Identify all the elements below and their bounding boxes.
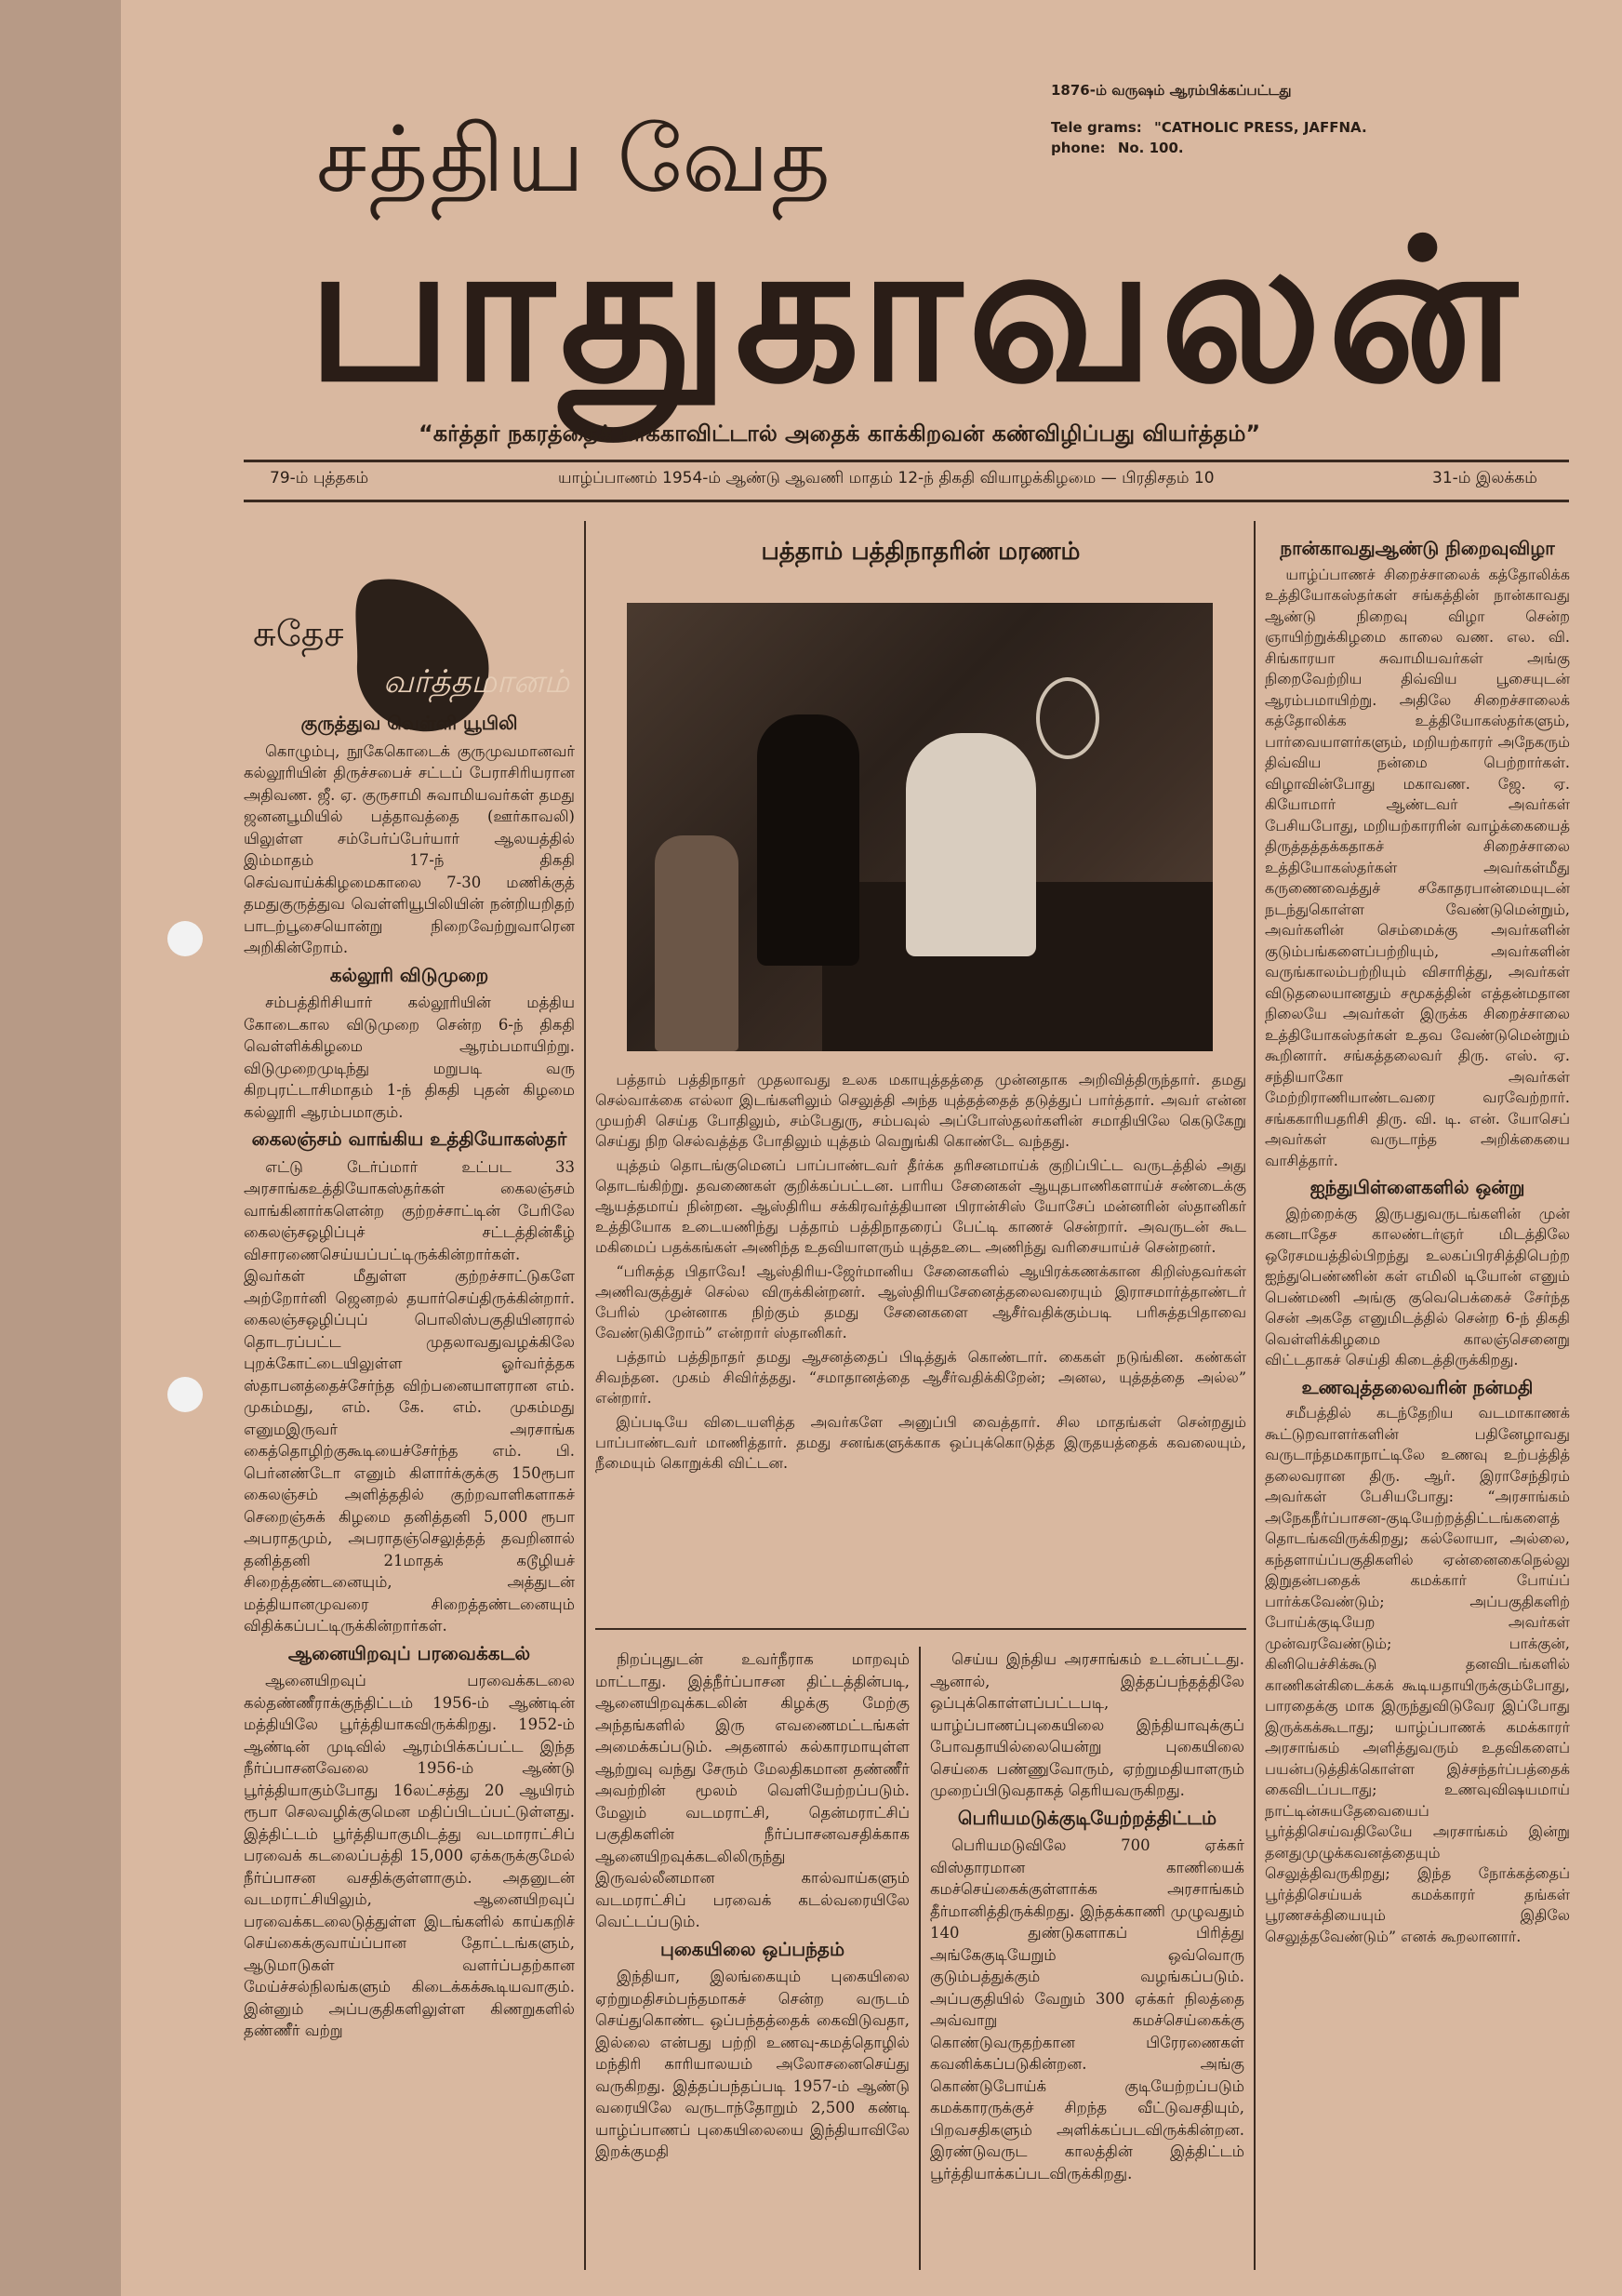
article-body: செய்ய இந்திய அரசாங்கம் உடன்பட்டது. ஆனால், இத்தப்பந்தத்திலே ஒப்புக்கொள்ளப்பட்டபடி, யாழ்ப்பாணப்புகையிலை இந்தியாவுக்குப் போவதாயில்லையென்று புகையிலை செய்கை பண்ணுவோரும், ஏற்றுமதியாளரும் முறைப்பிடுவதாகத் தெரியவருகிறது. (930, 1650, 1244, 1799)
logo-line1: சுதேச (253, 613, 344, 654)
phone-label: phone: (1051, 140, 1106, 156)
phone-line (1051, 140, 1184, 156)
article-body: ஆனையிறவுப் பரவைக்கடலை கல்தண்ணீராக்குந்திட்டம் 1956-ம் ஆண்டின் மத்தியிலே பூர்த்தியாகவிருக்கிறது. 1952-ம் ஆண்டின் முடிவில் ஆரம்பிக்கப்பட்ட இந்த நீர்ப்பாசனவேலை 1956-ம் ஆண்டு பூர்த்தியாகும்போது 16லட்சத்து 20 ஆயிரம் ரூபா செலவழிக்குமென மதிப்பிடப்பட்டுள்ளது. இத்திட்டம் பூர்த்தியாகுமிடத்து வடமாராட்சிப் பரவைக் கடலைப்பத்தி 15,000 ஏக்கருக்குமேல் நீர்ப்பாசன வசதிக்குள்ளாகும். அதனுடன் வடமராட்சியிலும், ஆனையிறவுப் பரவைக்கடலைடுத்துள்ள இடங்களில் காய்கறிச் செய்கைக்குவாய்ப்பான தோட்டங்களும், ஆடுமாடுகள் வளர்ப்பதற்கான மேய்ச்சல்நிலங்களும் கிடைக்கக்கூடியவாகும். இன்னும் அப்பகுதிகளிலுள்ள கிணறுகளில் தண்ணீர் வற்று (244, 1672, 575, 2039)
article-body: சம்பத்திரிசியார் கல்லூரியின் மத்திய கோடைகால விடுமுறை சென்ற 6-ந் திகதி வெள்ளிக்கிழமை ஆரம்பமாயிற்று. விடுமுறைமுடிந்து மறுபடி வரு கிறபுரட்டாசிமாதம் 1-ந் திகதி புதன் கிழமை கல்லூரி ஆரம்பமாகும். (244, 994, 575, 1121)
article-body: கொழும்பு, நூகேகொடைக் குருமுவமானவர் கல்லூரியின் திருச்சபைச் சட்டப் பேராசிரியரான அதிவண. ஜீ. ஏ. குருசாமி சுவாமியவர்கள் தமது ஜனனபூமியில் பத்தாவத்தை (ஊர்காவலி) யிலுள்ள சம்பேர்ப்பேர்யார் ஆலயத்தில் இம்மாதம் 17-ந் திகதி செவ்வாய்க்கிழமைகாலை 7-30 மணிக்குத் தமதுகுருத்துவ வெள்ளியூபிலியின் நன்றியறிதற் பாடற்பூசையொன்று நிறைவேற்றுவாரென அறிகின்றோம். (244, 741, 575, 956)
lead-article (595, 1070, 1246, 1477)
logo-line2: வர்த்தமானம் (383, 663, 570, 701)
lead-paragraph: பத்தாம் பத்திநாதர் முதலாவது உலக மகாயுத்தத்தை முன்னதாக அறிவித்திருந்தார். தமது செல்வாக்கை எல்லா இடங்களிலும் செலுத்தி அந்த யுத்தத்தைத் தடுத்துப் பார்த்தார். அவர் என்ன முயற்சி செய்த போதிலும், சம்பேதுரு, சம்பவுல் அப்போஸ்தலர்களின் சமாதியிலே கெடுகேறு செய்து நிற செல்வத்த்த போதிலும் யுத்தம் வெறுங்கி கொண்டே வந்தது. (595, 1071, 1246, 1150)
volume-number: 79-ம் புத்தகம் (270, 469, 369, 487)
left-column (244, 707, 575, 2046)
article-heading: நான்காவதுஆண்டு நிறைவுவிழா (1280, 537, 1555, 559)
masthead-line1: சத்திய வேத (316, 107, 832, 213)
lead-photo (627, 603, 1213, 1051)
article-heading: ஐந்துபிள்ளைகளில் ஒன்று (1310, 1176, 1525, 1198)
bottom-mid-right-column (930, 1649, 1244, 2188)
masthead-motto: “கர்த்தர் நகரத்தைக் காக்காவிட்டால் அதைக் காக்கிறவன் கண்விழிப்பது வியர்த்தம்” (419, 420, 1261, 447)
lead-paragraph: யுத்தம் தொடங்குமெனப் பாப்பாண்டவர் தீர்க்க தரிசனமாய்க் குறிப்பிட்ட வருடத்தில் அது தொடங்கிற்று. தவணைகள் குறிக்கப்பட்டன. பாரிய சேனைகள் ஆயுதபாணிகளாய்ச் சண்டைக்கு ஆயத்தமாய் நின்றன. ஆஸ்திரிய சக்கிரவர்த்தியான பிரான்சிஸ் யோசேப் மன்னரின் ஸ்தானிகர் உத்தியோக உடையணிந்து பத்தாம் பத்திநாதரைப் பேட்டி காணச் சென்றார். அவருடன் கூட மகிமைப் பதக்கங்கள் அணிந்த உதவியாளரும் யுத்தஉடை அணிந்து வரிசையாய்ச் சென்றனர். (595, 1156, 1246, 1256)
masthead-title: பாதுகாவலன் (307, 197, 1523, 425)
article-heading: புகையிலை ஒப்பந்தம் (659, 1937, 845, 1960)
article-body: சமீபத்தில் கடந்தேறிய வடமாகாணக் கூட்டுறவாளர்களின் பதினேழாவது வருடாந்தமகாநாட்டிலே உணவு உற்பத்தித் தலைவரான திரு. ஆர். இராசேந்திரம் அவர்கள் பேசியபோது: “அரசாங்கம் அநேகநீர்ப்பாசன-குடியேற்றத்திட்டங்களைத் தொடங்கவிருக்கிறது; கல்லோயா, அல்லை, கந்தளாய்ப்பகுதிகளில் ஏன்னைகைநெல்லு இறுதன்பதைக் கமக்கார் போய்ப் பார்க்கவேண்டும்; அப்பகுதிகளிற் போய்க்குடியேற அவர்கள் முன்வரவேண்டும்; பாக்குன், கினியெச்சிக்கூடு தனவிடங்களில் காணிகள்கிடைக்கக் கூடியதாயிருக்கும்போது, பாரதைக்கு மாக இருந்துவிடுவேர இப்போது இருக்கக்கூடாது; யாழ்ப்பாணக் கமக்காரர் அரசாங்கம் அளித்துவரும் உதவிகளைப் பயன்படுத்திக்கொள்ள இச்சந்தர்ப்பத்தைக் கைவிடப்படாது; உணவுவிஷயமாய் நாட்டின்சுயதேவையைப் பூர்த்திசெய்வதிலேயே அரசாங்கம் இன்று தனதுமுழுக்கவனத்தையும் செலுத்திவருகிறது; இந்த நோக்கத்தைப் பூர்த்திசெய்யக் கமக்காரர் தங்கள் பூரணசக்தியையும் இதிலே செலுத்தவேண்டும்” எனக் கூறலானார். (1265, 1404, 1570, 1945)
lead-paragraph: “பரிசுத்த பிதாவே! ஆஸ்திரிய-ஜேர்மானிய சேனைகளில் ஆயிரக்கணக்கான கிறிஸ்தவர்கள் அணிவகுத்துச் செல்ல விருக்கின்றனர். ஆஸ்திரியசேனைத்தலைவரையும் இராசமார்த்தாண்டர் பேரில் முன்னாக நிற்கும் தமது சேனைகளை ஆசீர்வதிக்கும்படி பரிசுத்தபிதாவை வேண்டுகிறோம்” என்றார் ஸ்தானிகர். (595, 1262, 1246, 1342)
standing-man-figure (757, 714, 859, 966)
punch-hole (167, 1377, 203, 1412)
phone-value: No. 100. (1117, 140, 1184, 156)
article-heading: கல்லூரி விடுமுறை (329, 963, 489, 986)
vase-figure (655, 835, 738, 1051)
article-heading: உணவுத்தலைவரின் நன்மதி (1301, 1375, 1534, 1398)
article-heading: குருத்துவ வெள்ளி யூபிலி (300, 712, 518, 734)
article-body: பெரியமடுவிலே 700 ஏக்கர் விஸ்தாரமான காணியைக் கமச்செய்கைக்குள்ளாக்க அரசாங்கம் தீர்மானித்திருக்கிறது. இந்தக்காணி முழுவதும் 140 துண்டுகளாகப் பிரித்து அங்கேகுடியேறும் ஒவ்வொரு குடும்பத்துக்கும் வழங்கப்படும். அப்பகுதியில் வேறும் 300 ஏக்கர் நிலத்தை அவ்வாறு கமச்செய்கைக்கு கொண்டுவருதற்கான பிரேரணைகள் கவனிக்கப்படுகின்றன. அங்கு கொண்டுபோய்க் குடியேற்றப்படும் கமக்காரருக்குச் சிறந்த வீட்டுவசதியும், பிறவசதிகளும் அளிக்கப்படவிருக்கின்றன. இரண்டுவருட காலத்தின் இத்திட்டம் பூர்த்தியாக்கப்படவிருக்கிறது. (930, 1836, 1244, 2183)
column-divider (584, 521, 586, 2270)
established-note: 1876-ம் வருஷம் ஆரம்பிக்கப்பட்டது (1051, 82, 1292, 99)
right-column (1265, 532, 1570, 1951)
column-divider (919, 1647, 921, 2270)
article-body: யாழ்ப்பாணச் சிறைச்சாலைக் கத்தோலிக்க உத்தியோகஸ்தர்கள் சங்கத்தின் நான்காவது ஆண்டு நிறைவு விழா சென்ற ஞாயிற்றுக்கிழமை காலை வண. எல. வி. சிங்காரயா சுவாமியவர்கள் அங்கு நிறைவேற்றிய திவ்விய பூசையுடன் ஆரம்பமாயிற்று. அதிலே சிறைச்சாலைக் கத்தோலிக்க உத்தியோகஸ்தர்களும், பார்வையாளர்களும், மறியற்காரர் அநேகரும் திவ்விய நன்மை பெற்றார்கள். விழாவின்போது மகாவண. ஜே. ஏ. கியோமார் ஆண்டவர் அவர்கள் பேசியபோது, மறியற்காரரின் வாழ்க்கையைத் திருத்தத்தக்கதாகச் சிறைச்சாலை உத்தியோகஸ்தர்கள் அவர்கள்மீது கருணைவைத்துச் சகோதரபான்மையுடன் நடந்துகொள்ள வேண்டுமென்றும், அவர்களின் செம்மைக்கு அவர்களின் குடும்பங்களைப்பற்றியும், அவர்களின் வருங்காலம்பற்றியும் விசாரித்து, அவர்கள் விடுதலையானதும் சமூகத்தின் எத்தன்மதான நிலையே அவர்கள் இருக்க சிறைச்சாலை உத்தியோகஸ்தர்கள் உதவ வேண்டுமென்றும் கூறினார். சங்கத்தலைவர் திரு. எஸ். ஏ. சந்தியாகோ அவர்கள் மேற்றிராணியாண்டவரை வரவேற்றார். சங்ககாரியதரிசி திரு. வி. டி. என். யோசெப் அவர்கள் வருடாந்த அறிக்கையை வாசித்தார். (1265, 565, 1570, 1169)
scan-margin (0, 0, 121, 2296)
article-heading: பெரியமடுக்குடியேற்றத்திட்டம் (957, 1806, 1217, 1829)
lead-paragraph: இப்படியே விடையளித்த அவர்களே அனுப்பி வைத்தார். சில மாதங்கள் சென்றதும் பாப்பாண்டவர் மாணித்தார். தமது சனங்களுக்காக ஒப்புக்கொடுத்த இருதயத்தைக் கவலையும், நீமையும் கொறுக்கி விட்டன. (595, 1413, 1246, 1472)
column-divider (1254, 521, 1256, 2270)
wall-portrait-figure (1036, 677, 1099, 759)
article-heading: ஆனையிறவுப் பரவைக்கடல் (287, 1641, 531, 1664)
telegrams-value: "CATHOLIC PRESS, JAFFNA. (1154, 119, 1367, 136)
article-body: எட்டு டேர்ப்மார் உட்பட 33 அரசாங்கஉத்தியோகஸ்தர்கள் கைலஞ்சம் வாங்கினார்களென்ற குற்றச்சாட்டின் பேரிலே கைலஞ்சஒழிப்புச் சட்டத்தின்கீழ் விசாரணைசெய்யப்பட்டிருக்கின்றார்கள். இவர்கள் மீதுள்ள குற்றச்சாட்டுகளே அற்றோர்னி ஜெனறல் தயார்செய்திருக்கின்றார். கைலஞ்சஒழிப்புப் பொலிஸ்பகுதியினரால் தொடரப்பட்ட முதலாவதுவழக்கிலே புறக்கோட்டையிலுள்ள ஓர்வர்த்தக ஸ்தாபனத்தைச்சேர்ந்த விற்பனையாளரான எம். முகம்மது, எம். கே. எம். முகம்மது எனுமஇருவர் அரசாங்க கைத்தொழிற்குகூடியைச்சேர்ந்த எம். பி. பெர்னண்டோ எனும் கிளார்க்குக்கு 150ரூபா கைலஞ்சம் அளித்ததில் குற்றவாளிகளாகச் செறைஞ்சுக் கிழமை தனித்தனி 5,000 ரூபா அபராதமும், அபராதஞ்செலுத்தத் தவறினால் தனித்தனி 21மாதக் கடூழியச் சிறைத்தண்டனையும், அத்துடன் மத்தியானமுவரை சிறைத்தண்டனையும் விதிக்கப்பட்டிருக்கின்றார்கள். (244, 1157, 575, 1635)
lead-headline: பத்தாம் பத்திநாதரின் மரணம் (761, 538, 1081, 566)
punch-hole (167, 921, 203, 956)
article-body: இந்தியா, இலங்கையும் புகையிலை ஏற்றுமதிசம்பந்தமாகச் சென்ற வருடம் செய்துகொண்ட ஒப்பந்தத்தைக் கைவிடுவதா, இல்லை என்பது பற்றி உணவு-கமத்தொழில் மந்திரி காரியாலயம் அலோசனைசெய்து வருகிறது. இத்தப்பந்தப்படி 1957-ம் ஆண்டு வரையிலே வருடாந்தோறும் 2,500 கண்டி யாழ்ப்பாணப் புகையிலையை இந்தியாவிலே இறக்குமதி (595, 1968, 910, 2160)
lead-paragraph: பத்தாம் பத்திநாதர் தமது ஆசனத்தைப் பிடித்துக் கொண்டார். கைகள் நடுங்கின. கண்கள் சிவந்தன. முகம் சிவிர்த்தது. “சமாதானத்தை ஆசீர்வதிக்கிறேன்; அனல, யுத்தத்தை அல்ல” என்றார். (595, 1348, 1246, 1407)
telegram-line (1051, 119, 1367, 136)
section-divider (595, 1628, 1246, 1630)
top-rule (244, 460, 1569, 462)
issue-date: யாழ்ப்பாணம் 1954-ம் ஆண்டு ஆவணி மாதம் 12-ந் திகதி வியாழக்கிழமை — பிரதிசதம் 10 (558, 469, 1215, 487)
bottom-mid-left-column (595, 1649, 910, 2167)
dateline-rule (244, 500, 1569, 502)
article-heading: கைலஞ்சம் வாங்கிய உத்தியோகஸ்தர் (251, 1128, 567, 1150)
article-body: இற்றைக்கு இருபதுவருடங்களின் முன் கனடாதேச காலண்டர்ஞர் மிடத்திலே ஒரேசமயத்தில்பிறந்து உலகப்பிரசித்திபெற்ற ஐந்துபெண்ணின் கள் எமிலி டியோன் எனும் பெண்மணி அங்கு குவெபெக்கைச் சேர்ந்த சென் அகதே எனுமிடத்தில் சென்ற 6-ந் திகதி வெள்ளிக்கிழமை காலஞ்செனைறு விட்டதாகச் செய்தி கிடைத்திருக்கிறது. (1265, 1204, 1570, 1368)
issue-number: 31-ம் இலக்கம் (1432, 469, 1537, 487)
telegrams-label: Tele grams: (1051, 119, 1142, 136)
article-body: நிறப்புதுடன் உவர்நீராக மாறவும் மாட்டாது. இத்நீர்ப்பாசன திட்டத்தின்படி, ஆனையிறவுக்கடலின் கிழக்கு மேற்கு அந்தங்களில் இரு எவணைமட்டங்கள் அமைக்கப்படும். அதனால் கல்காரமாயுள்ள ஆற்றுவு வந்து சேரும் மேலதிகமான தண்ணீர் அவற்றின் மூலம் வெளியேற்றப்படும். மேலும் வடமராட்சி, தென்மராட்சிப் பகுதிகளின் நீர்ப்பாசனவசதிக்காக ஆனையிறவுக்கடலிலிருந்து இருவல்லீனமான கால்வாய்களும் வடமராட்சிப் பரவைக் கடல்வரையிலே வெட்டப்படும். (595, 1650, 910, 1930)
pope-figure (906, 733, 1036, 956)
